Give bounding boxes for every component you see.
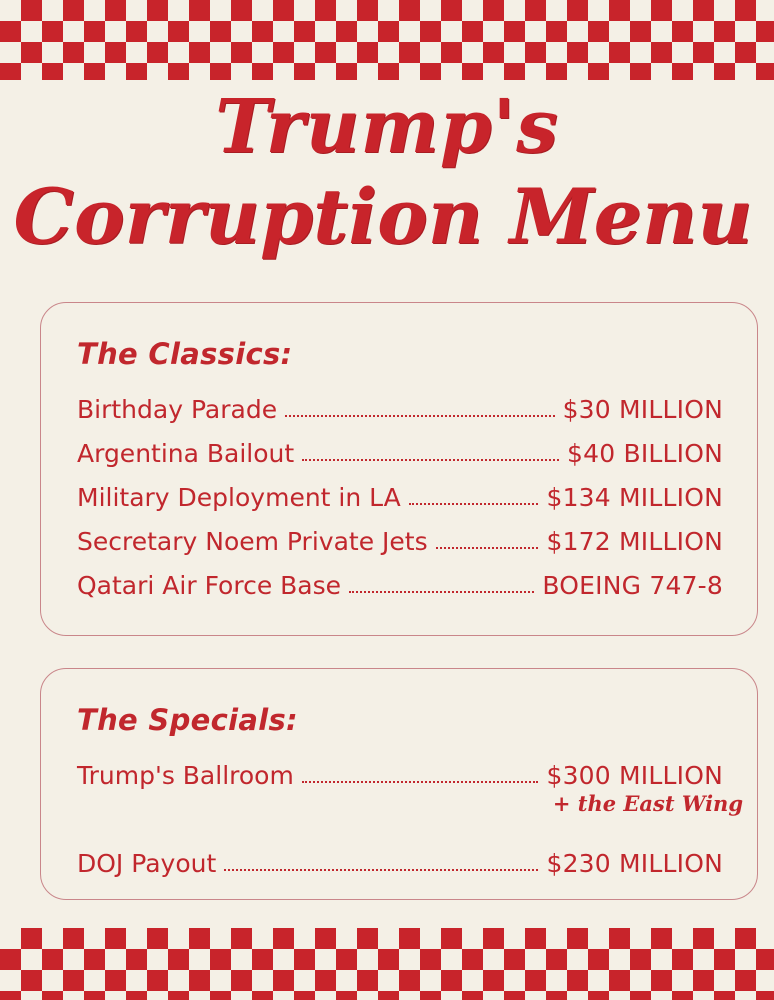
- menu-item-row: [77, 527, 723, 556]
- menu-item-name: Argentina Bailout: [77, 439, 295, 468]
- dot-leader: [409, 502, 539, 505]
- menu-item-price: BOEING 747-8: [542, 571, 723, 600]
- classics-heading: The Classics:: [77, 337, 293, 371]
- dot-leader: [285, 414, 555, 417]
- menu-item-name: Secretary Noem Private Jets: [77, 527, 428, 556]
- dot-leader: [349, 590, 534, 593]
- menu-item-name: Qatari Air Force Base: [77, 571, 342, 600]
- classics-section: [40, 302, 758, 636]
- menu-item-row: [77, 483, 723, 512]
- menu-title-line-2: Corruption Menu: [13, 172, 753, 261]
- menu-item-price: $40 BILLION: [567, 439, 723, 468]
- menu-item-row: [77, 439, 723, 468]
- menu-item-row: [77, 849, 723, 878]
- checkered-border-top: [0, 0, 774, 80]
- menu-item-name: DOJ Payout: [77, 849, 217, 878]
- menu-item-name: Birthday Parade: [77, 395, 278, 424]
- menu-item-price: $134 MILLION: [546, 483, 723, 512]
- specials-heading: The Specials:: [77, 703, 298, 737]
- menu-item-price: $230 MILLION: [546, 849, 723, 878]
- specials-section: [40, 668, 758, 900]
- checkered-border-bottom: [0, 928, 774, 1000]
- menu-item-price: $300 MILLION: [546, 761, 723, 790]
- dot-leader: [224, 868, 538, 871]
- menu-title-line-1: Trump's: [215, 84, 559, 170]
- menu-item-row: [77, 395, 723, 424]
- menu-item-price: $172 MILLION: [546, 527, 723, 556]
- menu-item-price: $30 MILLION: [562, 395, 723, 424]
- menu-item-name: Military Deployment in LA: [77, 483, 401, 512]
- dot-leader: [436, 546, 539, 549]
- dot-leader: [302, 458, 559, 461]
- menu-item-row: [77, 761, 723, 790]
- menu-item-row: [77, 571, 723, 600]
- dot-leader: [302, 780, 539, 783]
- menu-item-name: Trump's Ballroom: [77, 761, 294, 790]
- ballroom-bonus-note: + the East Wing: [552, 791, 743, 816]
